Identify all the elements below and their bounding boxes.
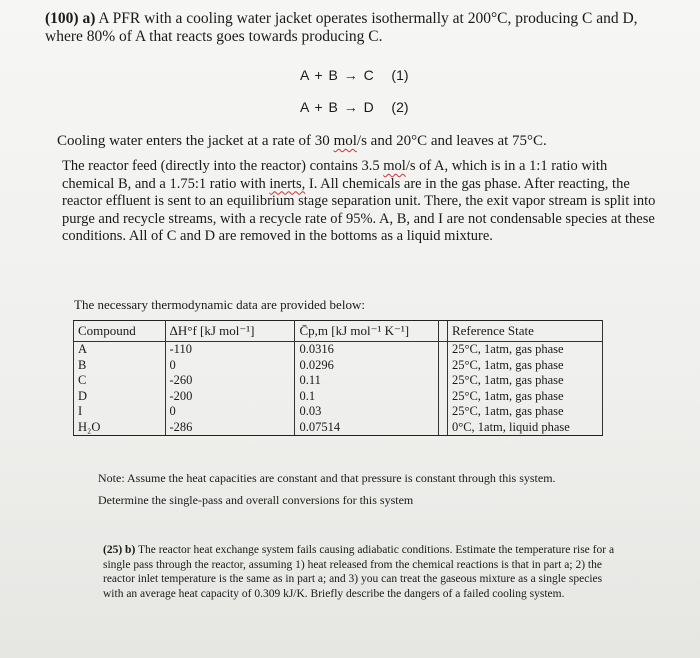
spellcheck-word: mol [333,133,357,149]
table-row: D -200 0.1 25°C, 1atm, gas phase [74,389,603,405]
table-row: A -110 0.0316 25°C, 1atm, gas phase [74,342,603,358]
spellcheck-word: inerts, [269,175,306,192]
table-row: I 0 0.03 25°C, 1atm, gas phase [74,404,603,420]
thermo-table-title: The necessary thermodynamic data are provided below: [74,297,365,312]
problem-statement [45,10,675,46]
reaction-1: A + B → C (1) [300,67,409,83]
part-b-text: The reactor heat exchange system fails causing adiabatic conditions. Estimate the temperature rise for a single pass through the reactor, assuming 1) heat released from the chemical reactions is that in part a; 2) the reactor inlet temperature is the same as in part a; and 3) you can treat the gaseous mixture as a single species with an average heat capacity of 0.309 kJ/K. Briefly describe the dangers of a failed cooling system. [103,544,615,600]
cooling-water-text: Cooling water enters the jacket at a rate of 30 mol/s and 20°C and leaves at 75°C. [57,133,547,149]
table-row: B 0 0.0296 25°C, 1atm, gas phase [74,358,603,374]
spellcheck-word: mol [383,158,406,174]
determine-text: Determine the single-pass and overall conversions for this system [98,493,414,507]
col-enthalpy: ΔH°f [kJ mol⁻¹] [165,321,295,342]
problem-text: A PFR with a cooling water jacket operates isothermally at 200°C, producing C and D, where 80% of A that reacts goes towards producing C. [45,10,638,45]
table-row: H₂O -286 0.07514 0°C, 1atm, liquid phase [74,420,603,436]
col-compound: Compound [74,321,166,342]
part-b-question [103,543,623,601]
thermodynamic-data-table [73,320,603,436]
part-b-points: (25) [103,544,123,556]
reactor-feed-text: The reactor feed (directly into the reactor) contains 3.5 mol/s of A, which is in a 1:1 ratio with chemical B, and a 1.75:1 ratio with inerts, I. All chemicals are in the gas phase. After reacting, the reactor effluent is sent to an equilibrium stage separation unit. There, the exit vapor stream is split into purge and recycle streams, with a recycle rate of 95%. A, B, and I are not condensable species at these conditions. All of C and D are removed in the bottoms as a liquid mixture. [62,158,656,245]
table-row: C -260 0.11 25°C, 1atm, gas phase [74,373,603,389]
part-b-label: b) [125,544,136,556]
note-text: Note: Assume the heat capacities are constant and that pressure is constant through this system. [98,471,556,485]
reaction-2: A + B → D (2) [300,99,409,115]
col-reference-state: Reference State [447,321,602,342]
problem-points: (100) a) [45,10,96,27]
table-header-row [74,321,603,342]
col-heat-capacity: C̄p,m [kJ mol⁻¹ K⁻¹] [295,321,439,342]
